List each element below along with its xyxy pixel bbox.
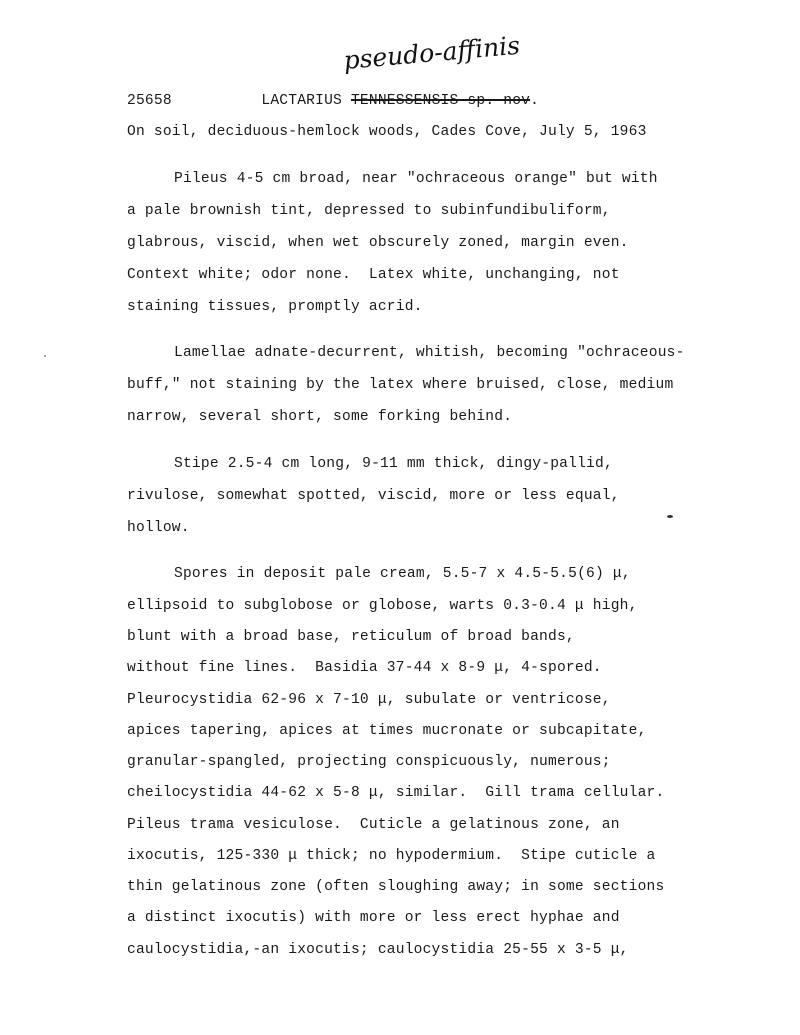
- paragraph-line: Spores in deposit pale cream, 5.5-7 x 4.5-5.5(6) μ,: [174, 566, 631, 582]
- paragraph-line: apices tapering, apices at times mucronate or subcapitate,: [127, 723, 647, 739]
- paragraph-line: cheilocystidia 44-62 x 5-8 μ, similar. Gill trama cellular.: [127, 785, 665, 801]
- struck-epithet: TENNESSENSIS sp. nov: [350, 93, 531, 109]
- paragraph-line: a distinct ixocutis) with more or less erect hyphae and: [127, 910, 620, 926]
- paragraph-line: without fine lines. Basidia 37-44 x 8-9 μ, 4-spored.: [127, 660, 602, 676]
- paragraph-line: blunt with a broad base, reticulum of broad bands,: [127, 629, 575, 645]
- paragraph-line: ellipsoid to subglobose or globose, warts 0.3-0.4 μ high,: [127, 598, 638, 614]
- paragraph-line: narrow, several short, some forking behind.: [127, 409, 513, 425]
- collection-line: On soil, deciduous-hemlock woods, Cades Cove, July 5, 1963: [127, 124, 647, 140]
- paragraph-line: granular-spangled, projecting conspicuously, numerous;: [127, 754, 611, 770]
- paper-speck: [667, 515, 673, 518]
- paragraph-line: thin gelatinous zone (often sloughing away; in some sections: [127, 879, 665, 895]
- handwritten-correction: pseudo-affinis: [342, 30, 522, 76]
- paragraph-line: Stipe 2.5-4 cm long, 9-11 mm thick, dingy-pallid,: [174, 456, 613, 472]
- paragraph-line: caulocystidia,-an ixocutis; caulocystidia 25-55 x 3-5 μ,: [127, 942, 629, 958]
- paragraph-line: buff," not staining by the latex where bruised, close, medium: [127, 377, 674, 393]
- paragraph-line: Pileus trama vesiculose. Cuticle a gelatinous zone, an: [127, 817, 620, 833]
- accession-number: 25658: [127, 93, 172, 109]
- paragraph-line: glabrous, viscid, when wet obscurely zoned, margin even.: [127, 235, 629, 251]
- genus-name: LACTARIUS: [261, 93, 351, 109]
- title-line: [127, 92, 539, 110]
- paragraph-line: hollow.: [127, 520, 190, 536]
- paragraph-line: ixocutis, 125-330 μ thick; no hypodermium. Stipe cuticle a: [127, 848, 656, 864]
- paragraph-line: rivulose, somewhat spotted, viscid, more or less equal,: [127, 488, 620, 504]
- paper-speck: [44, 355, 46, 357]
- paragraph-line: Context white; odor none. Latex white, unchanging, not: [127, 267, 620, 283]
- title-period: .: [530, 93, 540, 109]
- paragraph-line: Lamellae adnate-decurrent, whitish, becoming "ochraceous-: [174, 345, 685, 361]
- paragraph-line: a pale brownish tint, depressed to subinfundibuliform,: [127, 203, 611, 219]
- paragraph-line: Pileus 4-5 cm broad, near "ochraceous orange" but with: [174, 171, 658, 187]
- paragraph-line: staining tissues, promptly acrid.: [127, 299, 423, 315]
- paragraph-line: Pleurocystidia 62-96 x 7-10 μ, subulate or ventricose,: [127, 692, 611, 708]
